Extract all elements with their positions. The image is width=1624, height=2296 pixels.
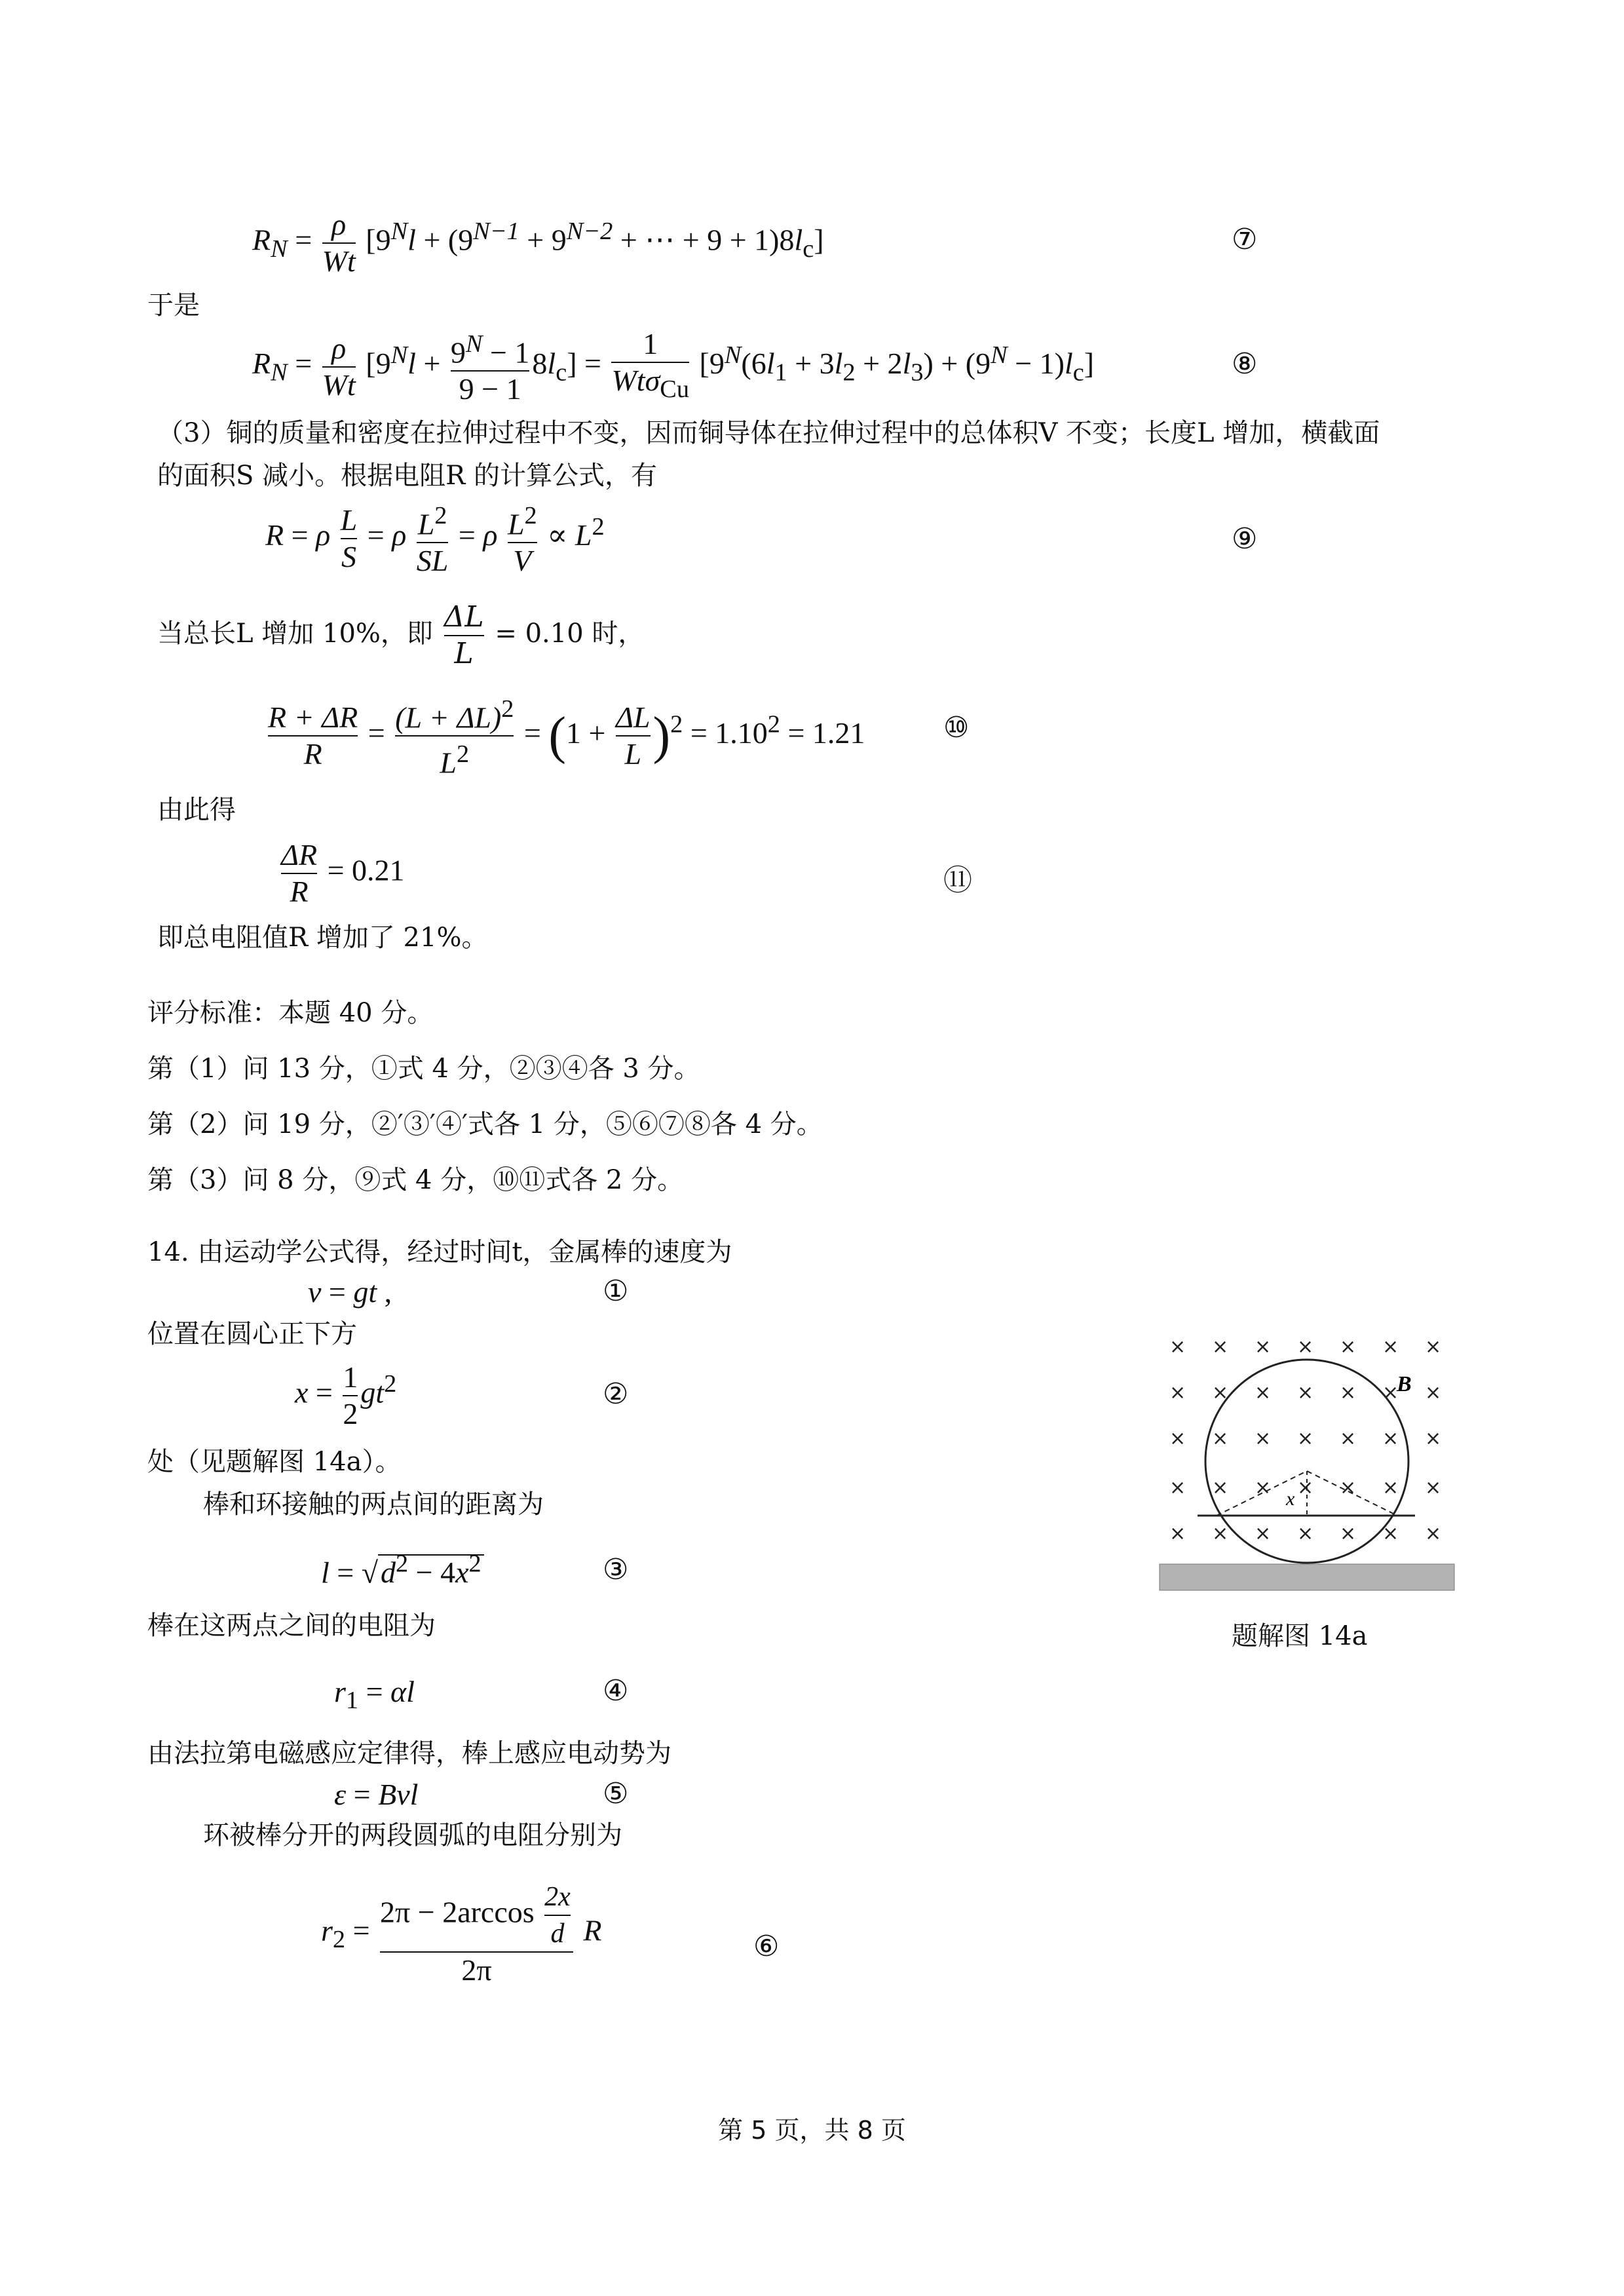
svg-text:×: × [1382,1427,1399,1450]
score-part-3: 第（3）问 8 分，⑨式 4 分，⑩⑪式各 2 分。 [147,1165,684,1195]
svg-text:×: × [1382,1476,1399,1499]
svg-text:×: × [1425,1522,1442,1545]
score-title: 评分标准：本题 40 分。 [147,998,434,1028]
svg-text:×: × [1425,1381,1442,1404]
page-footer: 第 5 页，共 8 页 [718,2116,906,2145]
label-x: x [1286,1488,1295,1510]
q14-eq-5: ε = Bvl [334,1778,419,1811]
q14-intro: 14. 由运动学公式得，经过时间t，金属棒的速度为 [147,1237,732,1267]
q14-eq-2: x = $\frac{1}{2}$ $gt^2$ [295,1360,397,1430]
svg-text:×: × [1297,1522,1314,1545]
paragraph-3-line-2: 的面积S 减小。根据电阻R 的计算公式，有 [157,461,657,491]
figure-caption: 题解图 14a [1232,1621,1368,1651]
q14-number-5: ⑤ [603,1777,629,1810]
text-see-fig: 处（见题解图 14a）。 [147,1447,402,1477]
svg-text:×: × [1169,1522,1186,1545]
text-position: 位置在圆心正下方 [147,1319,357,1349]
text-faraday: 由法拉第电磁感应定律得，棒上感应电动势为 [147,1738,671,1769]
svg-text:×: × [1169,1427,1186,1450]
svg-text:×: × [1425,1476,1442,1499]
svg-text:×: × [1297,1476,1314,1499]
svg-text:×: × [1255,1427,1272,1450]
svg-text:×: × [1382,1381,1399,1404]
text-contact: 棒和环接触的两点间的距离为 [203,1489,544,1520]
svg-text:×: × [1340,1381,1357,1404]
svg-text:×: × [1340,1335,1357,1358]
svg-text:×: × [1297,1381,1314,1404]
svg-text:×: × [1340,1522,1357,1545]
text-when: 当总长L 增加 10%，即 $\frac{\Delta L}{L}$ = 0.10 时， [157,600,645,670]
q14-number-1: ① [603,1274,629,1308]
svg-text:×: × [1340,1476,1357,1499]
svg-text:×: × [1340,1427,1357,1450]
equation-10: $\frac{R + \Delta R}{R}$ = $\frac{(L + \Delta L)^2}{L^2}$ = (1 + $\frac{\Delta L}{L}$ )$^2 = 1.10^2 = 1.21$ [268,695,865,780]
svg-text:×: × [1425,1335,1442,1358]
svg-text:×: × [1425,1427,1442,1450]
equation-number-11: ⑪ [943,864,972,897]
score-part-2: 第（2）问 19 分，②′③′④′式各 1 分，⑤⑥⑦⑧各 4 分。 [147,1109,823,1139]
svg-text:×: × [1212,1476,1229,1499]
q14-eq-3: $l = √d^2 - 4x^2$ [321,1550,484,1590]
label-B: B [1397,1372,1412,1396]
svg-text:×: × [1382,1522,1399,1545]
svg-text:×: × [1169,1476,1186,1499]
svg-text:×: × [1212,1335,1229,1358]
equation-number-8: ⑧ [1232,347,1258,381]
equation-9: R = ρ $\frac{L}{S}$ = ρ $\frac{L^2}{SL}$ = ρ $\frac{L^2}{V}$ ∝ $L^2$ [265,502,605,578]
svg-text:×: × [1297,1335,1314,1358]
q14-eq-6: $r_2$ = 2π − 2arccos $\frac{2x}{d}$ 2π R [321,1882,602,1987]
text-resistance: 棒在这两点之间的电阻为 [147,1611,436,1641]
q14-number-4: ④ [603,1674,629,1708]
svg-text:×: × [1212,1427,1229,1450]
text-yushi: 于是 [147,290,200,320]
q14-eq-1: v = gt , [308,1275,392,1309]
svg-text:×: × [1169,1381,1186,1404]
svg-text:×: × [1255,1476,1272,1499]
svg-text:×: × [1212,1522,1229,1545]
q14-eq-4: $r_1 = \alpha l$ [334,1675,415,1715]
score-part-1: 第（1）问 13 分，①式 4 分，②③④各 3 分。 [147,1054,700,1084]
q14-number-6: ⑥ [753,1930,780,1963]
q14-number-3: ③ [603,1553,629,1586]
figure-14a [1153,1333,1461,1609]
svg-text:×: × [1297,1427,1314,1450]
equation-number-7: ⑦ [1232,223,1258,256]
q14-number-2: ② [603,1377,629,1411]
svg-text:×: × [1255,1522,1272,1545]
paragraph-3-line-1: （3）铜的质量和密度在拉伸过程中不变，因而铜导体在拉伸过程中的总体积V 不变；长度L 增加，横截面 [157,418,1380,448]
svg-text:×: × [1255,1381,1272,1404]
equation-7: $R_N$ = $\frac{\rho}{Wt}$ [$9^Nl + (9^{N-1} + 9^{N-2}$ + ⋯ + $9 + 1)8l_c$] [252,208,824,278]
text-conclusion: 即总电阻值R 增加了 21%。 [157,923,488,953]
equation-number-9: ⑨ [1232,522,1258,556]
svg-text:×: × [1255,1335,1272,1358]
magnetic-field-crosses [1169,1335,1441,1545]
text-arcs: 环被棒分开的两段圆弧的电阻分别为 [203,1820,622,1850]
svg-text:×: × [1169,1335,1186,1358]
text-youci: 由此得 [157,795,236,825]
equation-8: $R_N$ = $\frac{\rho}{Wt}$ [$9^Nl$ + $\frac{9^N - 1}{9 - 1}$ $8l_c$] = $\frac{1}{Wt\sigma_{Cu}}$ $[9^N(6l_1 + 3l_2 + 2l_3) + (9^N - 1)l_c]$ [252,327,1095,406]
equation-number-10: ⑩ [943,711,970,744]
equation-11: $\frac{\Delta R}{R}$ = 0.21 [281,838,405,908]
ground-block [1160,1564,1454,1590]
svg-text:×: × [1212,1381,1229,1404]
svg-text:×: × [1382,1335,1399,1358]
